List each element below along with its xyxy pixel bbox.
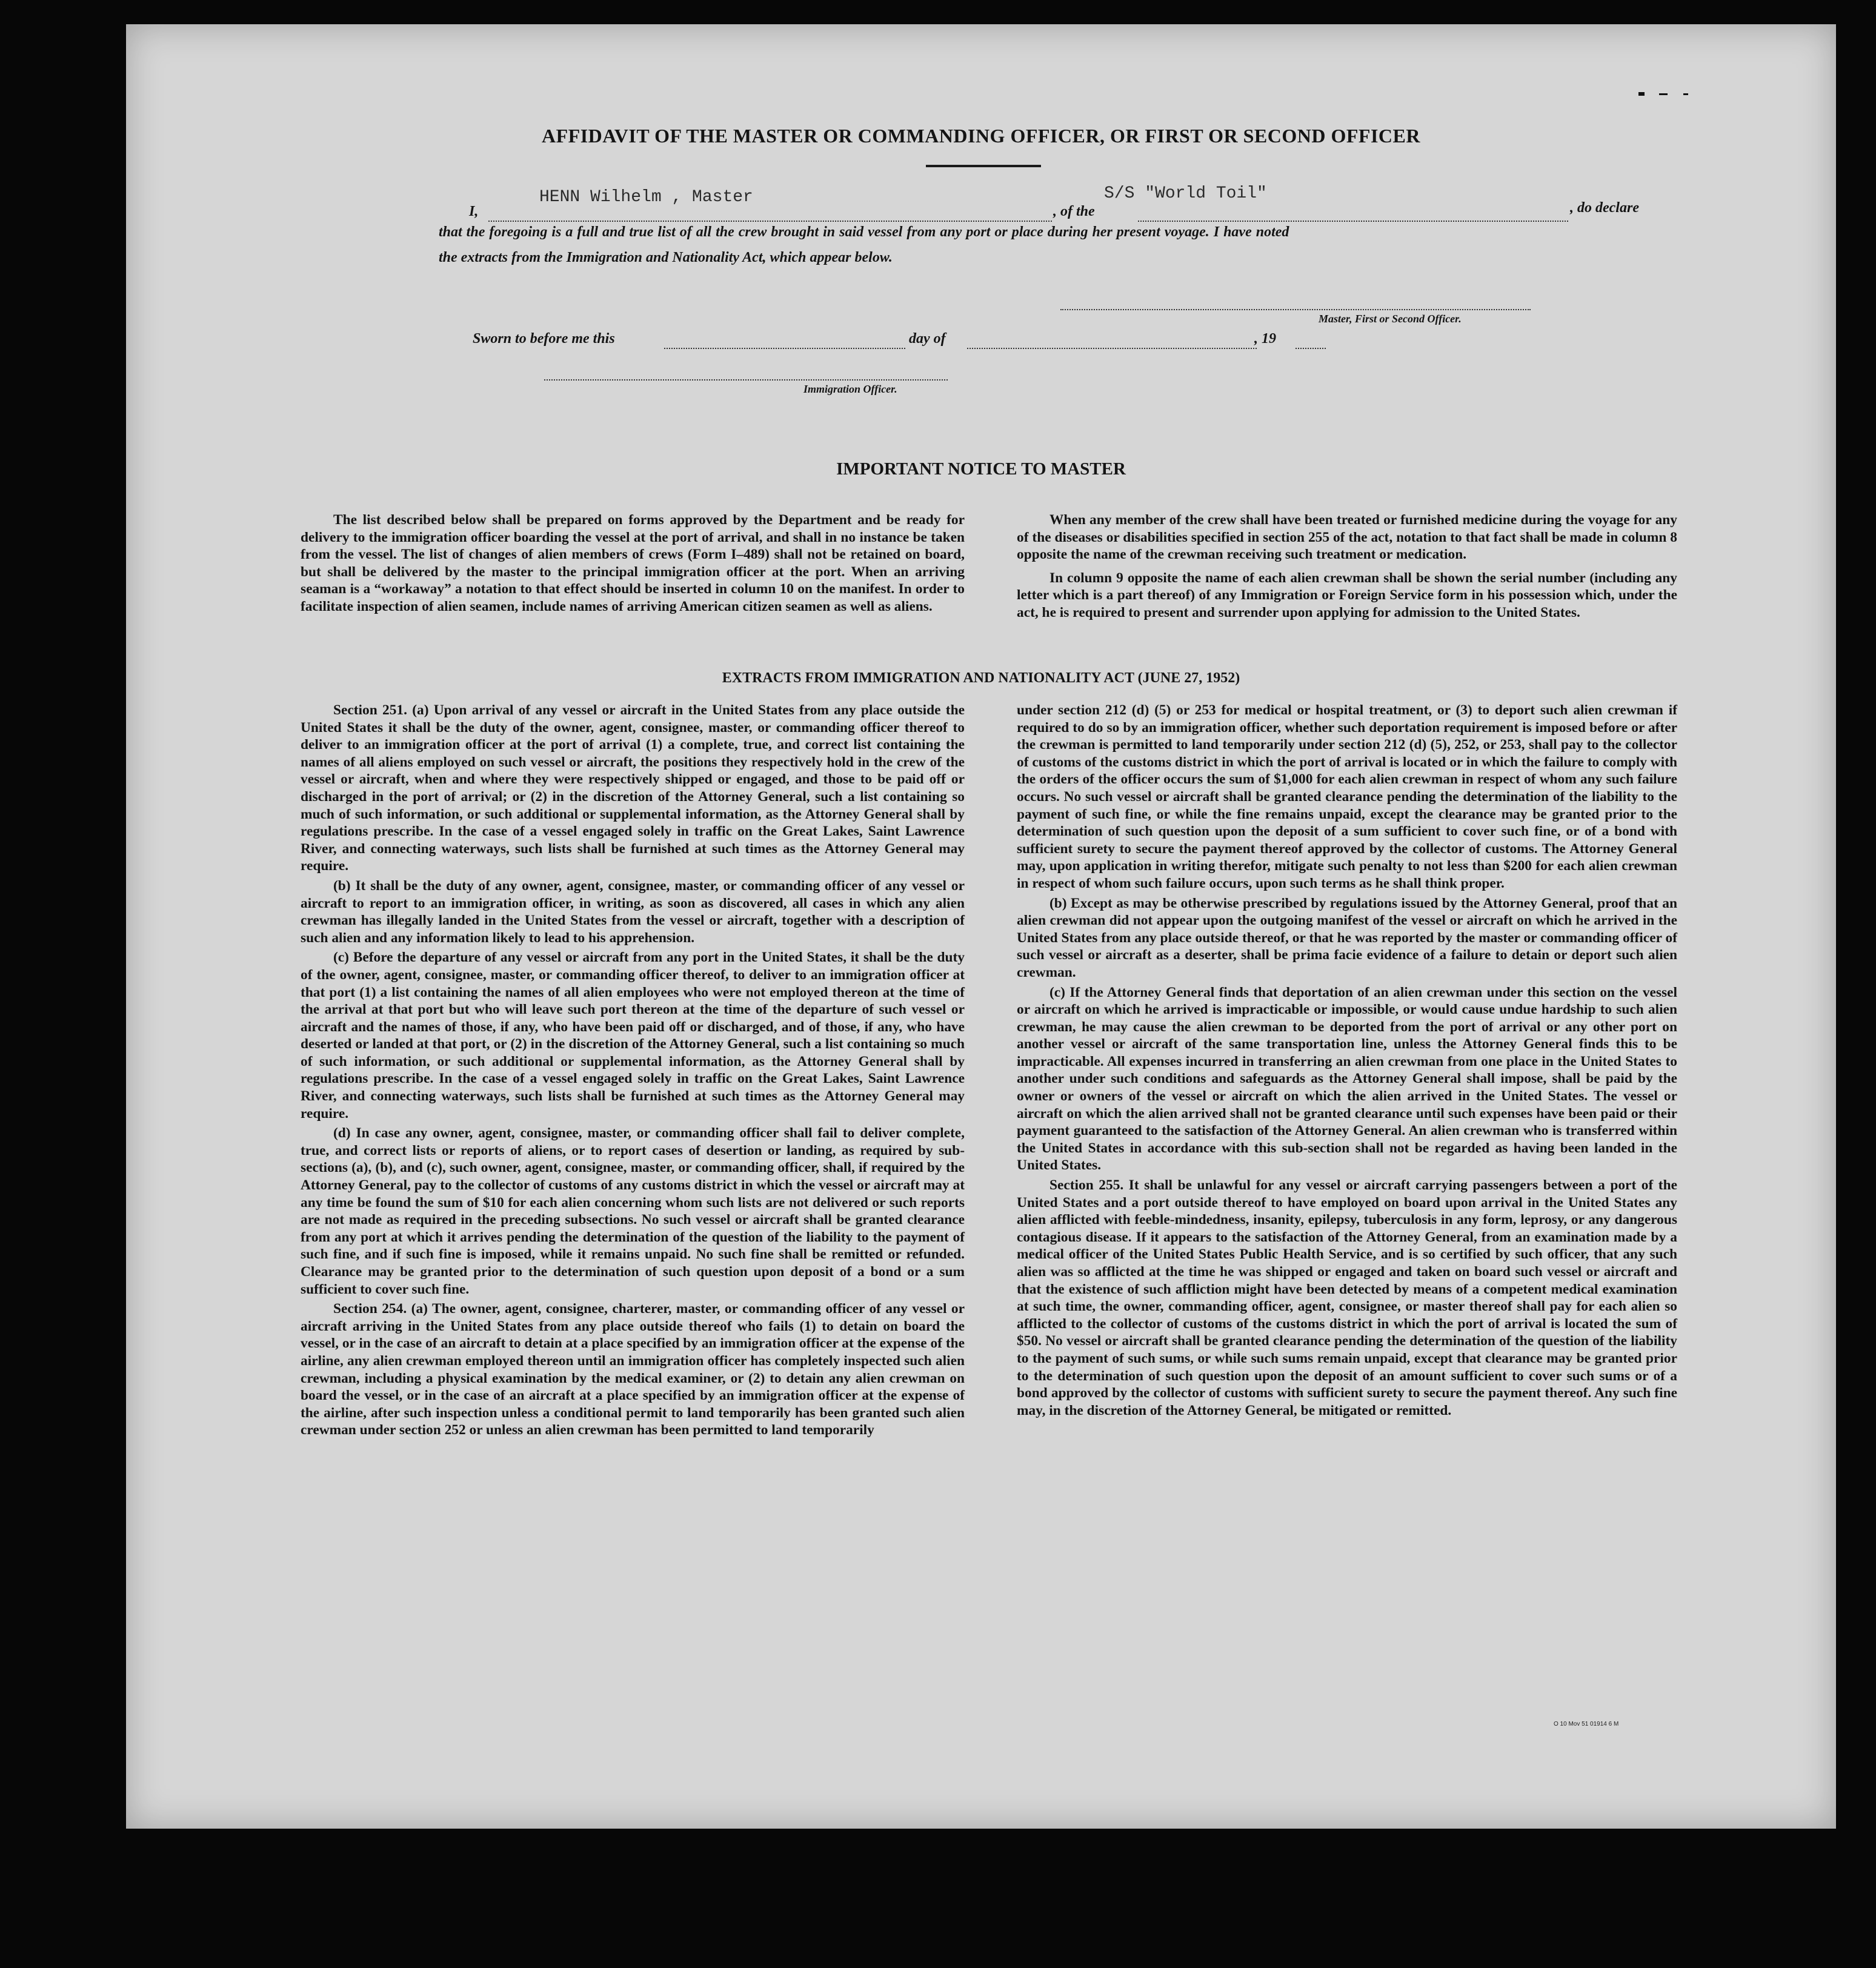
act-paragraph: (b) Except as may be otherwise prescribed by regulations issued by the Attorney General, proof that an alien crewman did not appear upon the outgoing manifest of the vessel or aircraft on which he arrived in the United States from any place outside thereof, or that he was reported by the master or commanding officer of such vessel or aircraft as a deserter, shall be prima facie evidence of a failure to detain or deport such alien crewman. xyxy=(1017,895,1677,980)
declaration-line-1: that the foregoing is a full and true list of all the crew brought in said vessel from any port or place during her present voyage. I have noted xyxy=(439,224,1289,240)
master-signature-label: Master, First or Second Officer. xyxy=(1319,313,1462,325)
of-the-label: , of the xyxy=(1053,204,1095,219)
day-of-label: day of xyxy=(909,331,946,347)
corner-mark xyxy=(1638,92,1645,96)
act-paragraph: (c) If the Attorney General finds that deportation of an alien crewman under this section on the vessel or aircraft on which he arrived is impracticable or impossible, or would cause undue hardship to such alien crewman, he may cause the alien crewman to be deported from the port of arrival or any other port on another vessel or aircraft of the same transportation line, unless the Attorney General finds this to be impracticable. All expenses incurred in transferring an alien crewman from one place in the United States to another under such conditions and safeguards as the Attorney General shall impose, shall be paid by the owner or owners of the vessel or aircraft on which the alien arrived in the United States. The vessel or aircraft on which the alien arrived shall not be granted clearance until such expenses have been paid or their payment guaranteed to the satisfaction of the Attorney General. An alien crewman who is transferred within the United States in accordance with this sub-section shall not be regarded as having been landed in the United States. xyxy=(1017,984,1677,1174)
print-code: O 10 Mov 51 01914 6 M xyxy=(1554,1721,1619,1727)
act-paragraph: Section 255. It shall be unlawful for any vessel or aircraft carrying passengers between a port of the United States and a port outside thereof to have employed on board upon arrival in the United States any alien afflicted with feeble-mindedness, insanity, epilepsy, tuberculosis in any form, leprosy, or any dangerous contagious disease. If it appears to the satisfaction of the Attorney General, from an examination made by a medical officer of the United States Public Health Service, and is so certified by such officer, that any such alien was so afflicted at the time he was shipped or engaged and taken on board such vessel or aircraft and that the existence of such affliction might have been detected by means of a competent medical examination at such time, the owner, commanding officer, agent, consignee, or master thereof shall pay for each alien so afflicted to the collector of customs of the customs district in which the port of arrival is located the sum of $50. No vessel or aircraft shall be granted clearance pending the determination of the question of the liability to the payment of such sums, or while such sums remain unpaid, except that clearance may be granted prior to the determination of such question upon the deposit of an amount sufficient to cover such sums or of a bond approved by the collector of customs with sufficient surety to secure the payment thereof. Any such fine may, in the discretion of the Attorney General, be mitigated or remitted. xyxy=(1017,1177,1677,1418)
sworn-label: Sworn to before me this xyxy=(473,331,615,347)
title-rule xyxy=(926,165,1041,167)
notice-title: IMPORTANT NOTICE TO MASTER xyxy=(836,459,1126,479)
document-page xyxy=(126,24,1836,1829)
affidavit-title: AFFIDAVIT OF THE MASTER OR COMMANDING OFFICER, OR FIRST OR SECOND OFFICER xyxy=(542,125,1420,147)
corner-mark xyxy=(1683,93,1688,95)
year-line xyxy=(1296,348,1326,349)
extracts-left-column xyxy=(301,702,965,1441)
extracts-title: EXTRACTS FROM IMMIGRATION AND NATIONALITY ACT (JUNE 27, 1952) xyxy=(722,670,1240,686)
declaration-line-2: the extracts from the Immigration and Nationality Act, which appear below. xyxy=(439,250,893,265)
act-paragraph: (d) In case any owner, agent, consignee, master, or commanding officer shall fail to deliver complete, true, and correct lists or reports of aliens, or to report cases of desertion or landing, as required by sub-sections (a), (b), and (c), such owner, agent, consignee, master, or commanding officer, shall, if required by the Attorney General, pay to the collector of customs of any customs district in which the vessel or aircraft may at any time be found the sum of $10 for each alien concerning whom such lists are not delivered or such reports are not made as required in the preceding subsections. No such vessel or aircraft shall be granted clearance from any port at which it arrives pending the determination of the question of the liability to the payment of such fine, and if such fine is imposed, while it remains unpaid. No such fine shall be remitted or refunded. Clearance may be granted prior to the determination of such question upon deposit of a bond or a sum sufficient to cover such fine. xyxy=(301,1125,965,1297)
master-name-value: HENN Wilhelm , Master xyxy=(539,188,753,207)
notice-paragraph: In column 9 opposite the name of each alien crewman shall be shown the serial number (including any letter which is a part thereof) of any Immigration or Foreign Service form in his possession which, under the act, he is required to present and surrender upon applying for admission to the United States. xyxy=(1017,570,1677,620)
officer-signature-label: Immigration Officer. xyxy=(803,383,897,395)
year-label: , 19 xyxy=(1254,331,1276,347)
vessel-line xyxy=(1138,221,1568,222)
notice-left-column xyxy=(301,511,965,618)
extracts-right-column xyxy=(1017,702,1677,1421)
act-paragraph: under section 212 (d) (5) or 253 for medical or hospital treatment, or (3) to deport such alien crewman if required to do so by an immigration officer, whether such deportation requirement is imposed before or after the crewman is permitted to land temporarily under section 212 (d) (5), 252, or 253, shall pay to the collector of customs of the customs district in which the port of arrival is located or in which the failure to comply with the orders of the officer occurs the sum of $1,000 for each alien crewman in respect of whom any such failure occurs. No such vessel or aircraft shall be granted clearance pending the determination of the liability to the payment of such fine, or while the fine remains unpaid, except the clearance may be granted prior to the determination of such question upon the deposit of a sum sufficient to cover such fine, or of a bond with sufficient surety to secure the payment thereof approved by the collector of customs. The Attorney General may, upon application in writing therefor, mitigate such penalty to not less than $200 for each alien crewman in respect of whom such failure occurs, upon such terms as he shall think proper. xyxy=(1017,702,1677,891)
i-label: I, xyxy=(469,204,479,219)
corner-mark xyxy=(1659,93,1668,95)
notice-right-column xyxy=(1017,511,1677,624)
officer-signature-line xyxy=(544,379,948,381)
act-paragraph: Section 254. (a) The owner, agent, consignee, charterer, master, or commanding officer of any vessel or aircraft arriving in the United States from any place outside thereof who fails (1) to detain on board the vessel, or in the case of an aircraft to detain at a place specified by an immigration officer at the expense of the airline, any alien crewman employed thereon until an immigration officer has completely inspected such alien crewman, including a physical examination by the medical examiner, or (2) to detain any alien crewman on board the vessel, or in the case of an aircraft at a place specified by an immigration officer at the expense of the airline, after such inspection unless a conditional permit to land temporarily has been granted such alien crewman under section 252 or unless an alien crewman has been permitted to land temporarily xyxy=(301,1301,965,1438)
sworn-month-line xyxy=(967,348,1257,349)
act-paragraph: (b) It shall be the duty of any owner, agent, consignee, master, or commanding officer of any vessel or aircraft to report to an immigration officer, in writing, as soon as discovered, all cases in which any alien crewman has illegally landed in the United States from the vessel or aircraft, together with a description of such alien and any information likely to lead to his apprehension. xyxy=(301,877,965,946)
notice-paragraph: When any member of the crew shall have been treated or furnished medicine during the voyage for any of the diseases or disabilities specified in section 255 of the act, notation to that fact shall be made in column 8 opposite the name of the crewman receiving such treatment or medication. xyxy=(1017,512,1677,563)
master-signature-line xyxy=(1060,309,1531,310)
act-paragraph: (c) Before the departure of any vessel or aircraft from any port in the United States, it shall be the duty of the owner, agent, consignee, master, or commanding officer thereof, to deliver to an immigration officer at that port (1) a list containing the names of all alien employees who were not employed thereon at the time of the arrival at that port but who will leave such port thereon at the time of the departure of such vessel or aircraft and the names of those, if any, who have been paid off or discharged, and of those, if any, who have deserted or landed at that port, or (2) in the discretion of the Attorney General, such a list containing so much of such information, or such additional or supplemental information, as the Attorney General shall by regulations prescribe. In the case of a vessel engaged solely in traffic on the Great Lakes, Saint Lawrence River, and connecting waterways, such lists shall be furnished at such times as the Attorney General may require. xyxy=(301,949,965,1122)
act-paragraph: Section 251. (a) Upon arrival of any vessel or aircraft in the United States from any place outside the United States it shall be the duty of the owner, agent, consignee, master, or commanding officer thereof to deliver to an immigration officer at the port of arrival (1) a complete, true, and correct list containing the names of all aliens employed on such vessel or aircraft, the positions they respectively hold in the crew of the vessel or aircraft, when and where they were respectively shipped or engaged, and those to be paid off or discharged in the port of arrival; or (2) in the discretion of the Attorney General, such a list containing so much of such information, or such additional or supplemental information, as the Attorney General shall by regulations prescribe. In the case of a vessel engaged solely in traffic on the Great Lakes, Saint Lawrence River, and connecting waterways, such lists shall be furnished at such times as the Attorney General may require. xyxy=(301,702,965,874)
notice-paragraph: The list described below shall be prepared on forms approved by the Department and be ready for delivery to the immigration officer boarding the vessel at the port of arrival, and shall in no instance be taken from the vessel. The list of changes of alien members of crews (Form I–489) shall not be retained on board, but shall be delivered by the master to the principal immigration officer at the port. When an arriving seaman is a “workaway” a notation to that effect should be inserted in column 10 on the manifest. In order to facilitate inspection of alien seamen, include names of arriving American citizen seamen as well as aliens. xyxy=(301,512,965,614)
declare-label: , do declare xyxy=(1570,200,1639,216)
vessel-name-value: S/S "World Toil" xyxy=(1104,184,1267,203)
name-line xyxy=(488,221,1052,222)
sworn-day-line xyxy=(664,348,905,349)
